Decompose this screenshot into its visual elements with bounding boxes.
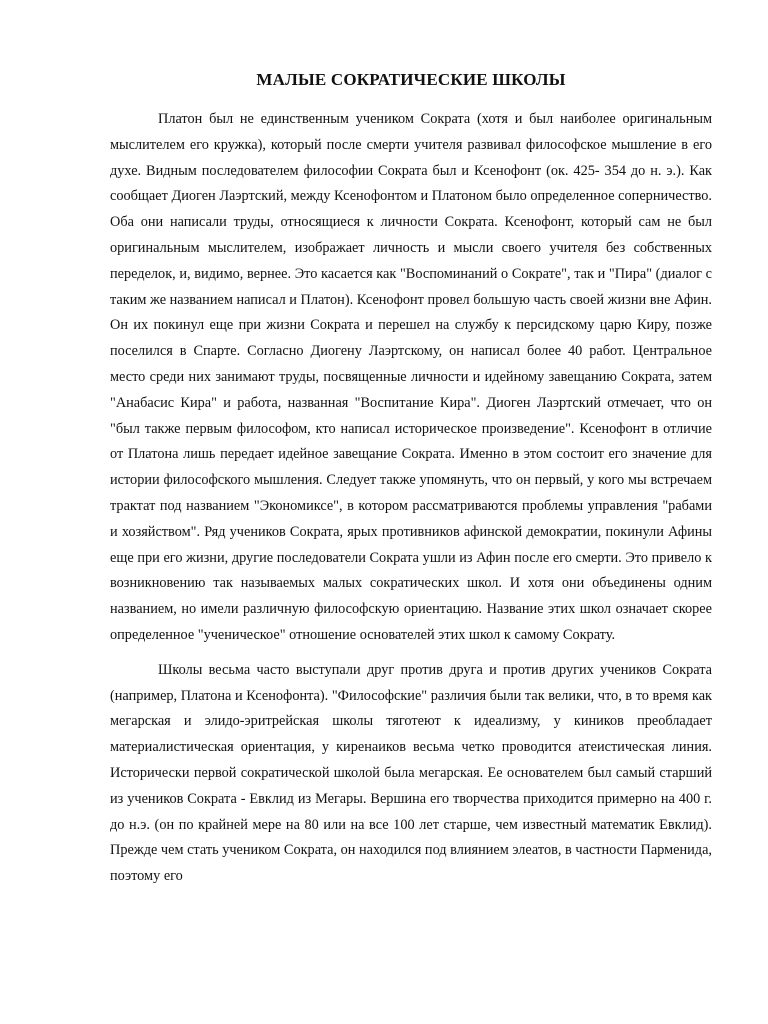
page-title: МАЛЫЕ СОКРАТИЧЕСКИЕ ШКОЛЫ xyxy=(256,70,566,89)
paragraph-xenophon: Платон был не единственным учеником Сократа (хотя и был наиболее оригинальным мыслителем его кружка), который после смерти учителя развивал философское мышление в его духе. Видным последователем философии Сократа был и Ксенофонт (ок. 425- 354 до н. э.). Как сообщает Диоген Лаэртский, между Ксенофонтом и Платоном было определенное соперничество. Оба они написали труды, относящиеся к личности Сократа. Ксенофонт, который сам не был оригинальным мыслителем, изображает личность и мысли своего учителя без собственных переделок, и, видимо, вернее. Это касается как "Воспоминаний о Сократе", так и "Пира" (диалог с таким же названием написал и Платон). Ксенофонт провел большую часть своей жизни вне Афин. Он их покинул еще при жизни Сократа и перешел на службу к персидскому царю Киру, позже поселился в Спарте. Согласно Диогену Лаэртскому, он написал более 40 работ. Центральное место среди них занимают труды, посвященные личности и идейному завещанию Сократа, затем "Анабасис Кира" и работа, названная "Воспитание Кира". Диоген Лаэртский отмечает, что он "был также первым философом, кто написал историческое произведение". Ксенофонт в отличие от Платона лишь передает идейное завещание Сократа. Именно в этом состоит его значение для истории философского мышления. Следует также упомянуть, что он первый, у кого мы встречаем трактат под названием "Экономиксе", в котором рассматриваются проблемы управления "рабами и хозяйством". Ряд учеников Сократа, ярых противников афинской демократии, покинули Афины еще при его жизни, другие последователи Сократа ушли из Афин после его смерти. Это привело к возникновению так называемых малых сократических школ. И хотя они объединены одним названием, но имели различную философскую ориентацию. Название этих школ означает скорее определенное "ученическое" отношение основателей этих школ к самому Сократу. xyxy=(110,111,712,643)
paragraph-schools: Школы весьма часто выступали друг против друга и против других учеников Сократа (например, Платона и Ксенофонта). "Философские" различия были так велики, что, в то время как мегарская и элидо-эритрейская школы тяготеют к идеализму, у киников преобладает материалистическая ориентация, у киренаиков весьма четко проводится атеистическая линия. Исторически первой сократической школой была мегарская. Ее основателем был самый старший из учеников Сократа - Евклид из Мегары. Вершина его творчества приходится примерно на 400 г. до н.э. (он по крайней мере на 80 или на все 100 лет старше, чем известный математик Евклид). Прежде чем стать учеником Сократа, он находился под влиянием элеатов, в частности Парменида, поэтому его xyxy=(110,661,712,885)
